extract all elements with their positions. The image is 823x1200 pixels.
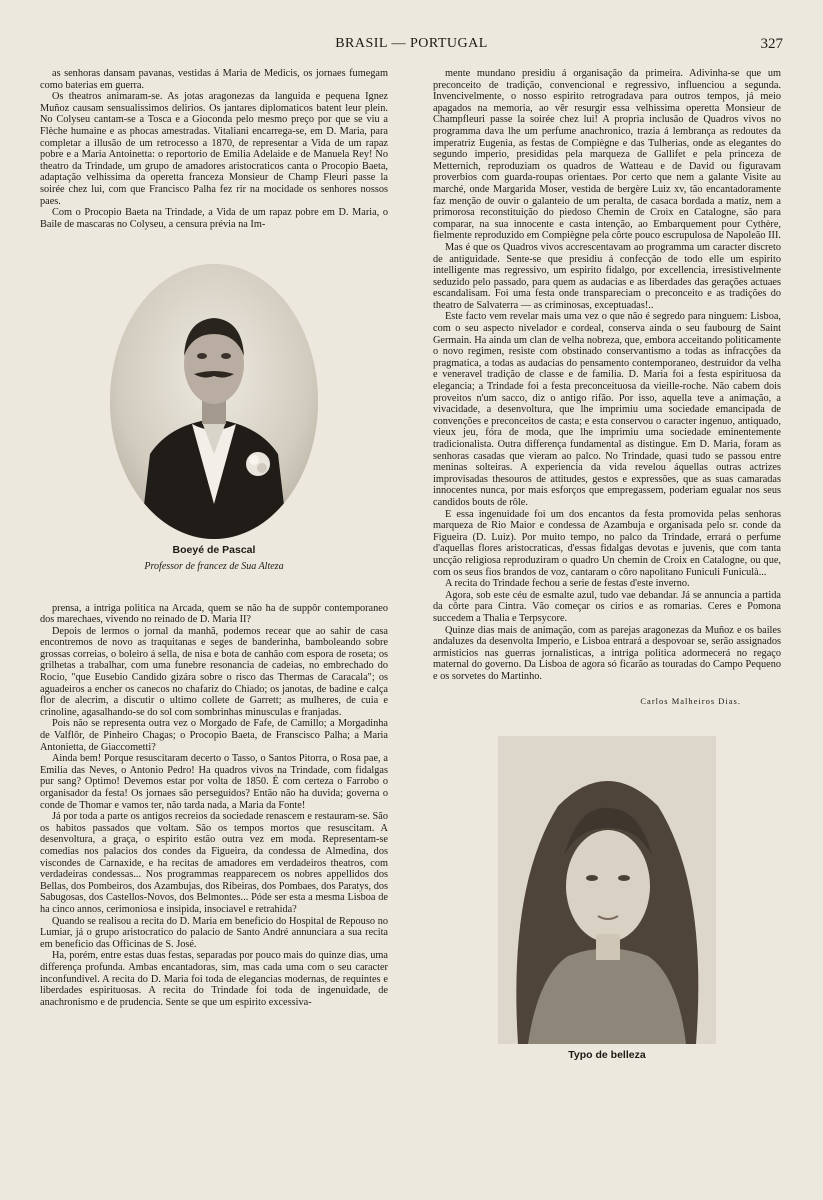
paragraph: Ainda bem! Porque resuscitaram decerto o Tasso, o Santos Pitorra, o Rosa pae, a Emilia das Neves, o Antonio Pedro! Ha quadros vivos na Trindade, com fidalgas pur sang? Optimo! Devemos estar por volta de 1850. É com certeza o Farrobo o organisador da festa! Os jornaes são perseguidos? Então não ha duvida; governa o conde de Thomar e vamos ter, não tarda nada, a Maria da Fonte! bbox=[40, 753, 388, 811]
paragraph: E essa ingenuidade foi um dos encantos da festa promovida pelas senhoras marqueza de Rio Maior e condessa de Azambuja e organisada pelo sr. conde da Figueira (D. Luiz). Por muito tempo, no palco da Trindade, errará o perfume d'aquellas flores aristocraticas, d'essas fidalgas devotas e juvenis, que com tanta uncção religiosa reproduziram o quadro Un chemin de Croix en Catalogne, ou que, com os seus fios brandos de voz, cantaram o côro napolitano Funiculi Funiculà... bbox=[433, 508, 781, 578]
portrait-caption: Boeyé de Pascal bbox=[172, 544, 256, 557]
running-head bbox=[0, 36, 823, 56]
man-portrait-illustration bbox=[110, 264, 318, 539]
paragraph: prensa, a intriga politica na Arcada, quem se não ha de suppôr contemporaneo dos marechaes, vivendo no reinado de D. Maria II? bbox=[40, 602, 388, 626]
author-signature: Carlos Malheiros Dias. bbox=[640, 696, 741, 707]
paragraph: mente mundano presidiu á organisação da primeira. Adivinha-se que um preconceito de tradição, convencional e regressivo, influenciou a segunda. Invencivelmente, o nosso espirito retrogradava para outros tempos, já meio apagados na memoria, ao vêr resurgir essa velhissima operetta Monsieur de Champfleuri passe la soirée chez lui! A propria inclusão de Quadros vivos no programma dava lhe um perfume anachronico, trazia á lembrança as redoutes da imperatriz Eugenia, as festas de Compiègne e das Tulherias, onde as elegantes do segundo imperio, presididas pela marqueza de Gallifet e pela princeza de Metternich, reproduziam os quadros de Watteau e de David ou figuravam proverbios com guarda-roupas orientaes. Por certo que nem a galante Visite au marché, onde Margarida Moser, vestida de bergère Luiz xv, tão encantadoramente faz menção de ouvir o galanteio de um peralta, de casaca bordada a matiz, nem a primorosa reconstituição do piedoso Chemin de Croix en Catalogne, são para comparar, na sua innocente e casta intenção, ao Embarquement pour Cythère, fielmente reproduzido em Compiègne pela côrte pouco escrupulosa de Napoleão III. bbox=[433, 68, 781, 242]
paragraph: Já por toda a parte os antigos recreios da sociedade renascem e restauram-se. São os habitos passados que voltam. São os tempos mortos que resuscitam. A desenvoltura, a graça, o espirito estão outra vez em moda. Representam-se comedias nos palacios dos condes da Figueira, da condessa de Almedina, dos viscondes de Carnaxide, e ha recitas de amadores em verdadeiros theatros, com verdadeiras condessas... Nos programmas reapparecem os nobres appellidos dos Bellas, dos Pombeiros, dos Azambujas, dos Ribeiras, dos Pombaes, dos Paratys, dos Sabugosas, dos Castellos-Novos, dos Belmontes... Póde ser esta a mesma Lisboa de ha cinco annos, cerimoniosa e insipida, insociavel e retrahida? bbox=[40, 811, 388, 915]
left-text-after bbox=[40, 603, 388, 1009]
paragraph: Os theatros animaram-se. As jotas aragonezas da languida e pequena Ignez Muñoz causam sensualissimos delirios. Os jantares diplomaticos batent leur plein. No Colyseu cantam-se a Tosca e a Gioconda pelo mesmo preço por que se viu a Flèche humaine e as phocas amestradas. Vitaliani encarrega-se, em D. Maria, para completar a illusão de um retrocesso a 1870, de representar a Vida de um rapaz pobre e a Maria Antoinetta: o reportorio de Emilia Adelaide e de Manuela Rey! No theatro da Trindade, um grupo de amadores aristocraticos canta o Procopio Baeta, adaptação velhissima da operetta franceza Monsieur de Champ Fleuri passe la soirée chez lui, com que Francisco Palha fez rir na mocidade os senhores nossos paes. bbox=[40, 91, 388, 207]
woman-portrait-illustration bbox=[498, 736, 716, 1044]
right-column bbox=[433, 68, 781, 1062]
paragraph: as senhoras dansam pavanas, vestidas á Maria de Medicis, os jornaes fumegam como baterias em guerra. bbox=[40, 68, 388, 91]
right-text bbox=[433, 68, 781, 682]
paragraph: Agora, sob este céu de esmalte azul, tudo vae debandar. Já se annuncia a partida da côrte para Cintra. Vão começar os cirios e as romarias. Ceres e Pomona succedem a Thalia e Terpsycore. bbox=[433, 589, 781, 624]
paragraph: Ha, porém, entre estas duas festas, separadas por pouco mais do quinze dias, uma differença profunda. Ambas encantadoras, sim, mas cada uma com o seu caracter inconfundivel. A recita do D. Maria foi toda de elegancias modernas, de requintes e liberdades espirituosas. A recita do Trindade foi toda de ingenuidade, de anachronismo e de prudencia. Sente se que um espirito excessiva- bbox=[40, 950, 388, 1008]
page-number: 327 bbox=[760, 36, 783, 52]
running-title: BRASIL — PORTUGAL bbox=[335, 36, 488, 51]
paragraph: Quando se realisou a recita do D. Maria em beneficio do Hospital de Repouso no Lumiar, já o grupo aristocratico do palacio de Santo André annunciara a sua recita em beneficio das Officinas de S. José. bbox=[40, 915, 388, 950]
paragraph: Pois não se representa outra vez o Morgado de Fafe, de Camillo; a Morgadinha de Valflôr, de Pinheiro Chagas; o Procopio Baeta, de Franscisco Palha; a Maria Antonietta, de Giaccometti? bbox=[40, 718, 388, 753]
portrait-subcaption: Professor de francez de Sua Alteza bbox=[144, 560, 284, 572]
paragraph: A recita do Trindade fechou a serie de festas d'este inverno. bbox=[445, 578, 690, 590]
left-text-before bbox=[40, 68, 388, 230]
paragraph: Este facto vem revelar mais uma vez o que não é segredo para ninguem: Lisboa, com o seu aspecto nivelador e cordeal, conserva ainda o seu faubourg de Saint Germain. Ha ainda um clan de velha nobreza, que, embora acceitando politicamente o novo regimen, resiste com obstinado conservantismo a todas as infracções da pragmatica, a todas as audacias do pensamento contemporaneo, destruidor da velha e veneravel tradição de classe e de familia. D. Maria foi a festa espirituosa da elegancia; a Trindade foi a festa preconceituosa da vieille-roche. Não cabem dois proveitos n'um sacco, diz o antigo rifão. Por isso, aquella teve a animação, a vivacidade, a desenvoltura, que lhe imprimiu uma sociedade emancipada de convenções e preconceitos de casta; e esta conservou o caracter ingenuo, antiquado, vieux jeu, fóra de moda, que lhe imprimiu uma sociedade eminentemente tradicionalista. Outra differença fundamental as distingue. Em D. Maria, foram as senhoras casadas que vieram ao palco. No Trindade, quasi tudo se passou entre meninas solteiras. A experiencia da vida revelou áquellas outras actrizes improvisadas thesouros de attitudes, gestos e expressões, que as suas camaradas innocentes nunca, por mais esforços que empregassem, poderiam egualar nos seus candidos bouts de rôle. bbox=[433, 311, 781, 508]
paragraph: Com o Procopio Baeta na Trindade, a Vida de um rapaz pobre em D. Maria, o Baile de mascaras no Colyseu, a censura prévia na Im- bbox=[40, 207, 388, 230]
portrait-boeye-de-pascal bbox=[110, 264, 318, 539]
paragraph: Depois de lermos o jornal da manhã, podemos recear que ao sahir de casa encontremos de novo as traquitanas e seges de banderinha, bamboleando sobre grossas correias, o boleiro á sella, de nisa e bota de canhão com espora de roseta; os grilhetas a trabalhar, com uma funebre resonancia de cadeias, no embrechado do Rocio, "que Eusebio Candido gizára sobre o risco das Thermas de Caracala"; os aguadeiros a encher os canecos no chafariz do Chiado; os janotas, de badine e calça flor de alecrim, a discutir o ultimo collete de Garrett; as mulheres, de cuia e crinoline, agasalhando-se do sol com sombrinhas minusculas e franjadas. bbox=[40, 625, 388, 718]
paragraph: Mas é que os Quadros vivos accrescentavam ao programma um caracter discreto de antiguidade. Sente-se que presidiu á confecção de todo elle um espirito intelligente mas regressivo, um espirito fidalgo, por excellencia, irresistivelmente seduzido pelo passado, para quem as audacias e as liberdades das gerações actuaes escandalisam. Foi uma festa onde transpareciam o preconceito e as tradições do theatro de Salvaterra — as criminosas, exceptuadas!.. bbox=[433, 241, 781, 311]
photo-caption: Typo de belleza bbox=[568, 1049, 646, 1062]
photo-typo-de-belleza bbox=[498, 736, 716, 1044]
paragraph: Quinze dias mais de animação, com as parejas aragonezas da Muñoz e os bailes andaluzes da desenvolta Imperio, e Lisboa entrará a despovoar se, serão assignados armisticios nas guerras jornalisticas, a intriga politica adormecerá no regaço maternal do governo. Da Lisboa de agora só ficarão as touradas do Campo Pequeno e os sorvetes do Martinho. bbox=[433, 624, 781, 682]
left-column bbox=[40, 68, 388, 1008]
